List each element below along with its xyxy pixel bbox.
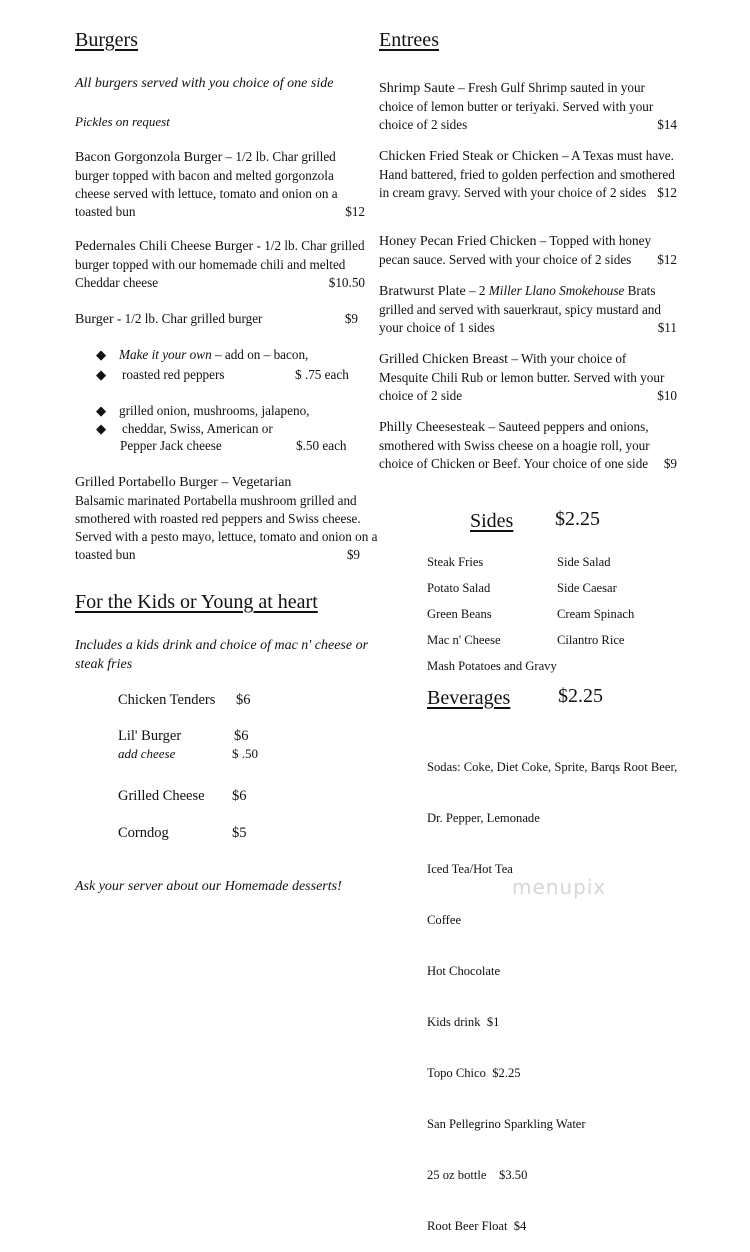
item-desc: – Fresh Gulf Shrimp sauted in your choice of lemon butter or teriyaki. Served with your choice of 2 sides (379, 80, 654, 132)
beverages-price: $2.25 (558, 685, 603, 707)
item-price: $10.50 (328, 275, 365, 290)
addon-line-2: roasted red peppers (122, 367, 225, 382)
watermark-logo: menupix (512, 875, 607, 899)
beverage-line: Coffee (427, 913, 462, 927)
item-name: Grilled Portabello Burger – Vegetarian (75, 475, 292, 490)
item-name: Bratwurst Plate (379, 284, 466, 299)
pickles-note: Pickles on request (75, 114, 170, 129)
kids-item-price: $6 (234, 728, 249, 744)
item-price: $9 (346, 547, 360, 562)
side-item: Mac n' Cheese (427, 633, 501, 647)
side-item: Steak Fries (427, 555, 484, 569)
beverage-line: Topo Chico $2.25 (427, 1066, 521, 1080)
item-name: Pedernales Chili Cheese Burger (75, 239, 254, 254)
item-name: Shrimp Saute (379, 81, 455, 96)
beverage-line: Kids drink $1 (427, 1015, 500, 1029)
kids-item-price: $6 (232, 788, 247, 804)
kids-item-name: add cheese (118, 746, 176, 761)
item-price: $14 (657, 117, 677, 132)
kids-item-price: $5 (232, 825, 247, 841)
item-name: Burger (75, 312, 114, 327)
sides-price: $2.25 (555, 508, 600, 530)
bullet-icon: ◆ (96, 347, 107, 362)
kids-item-price: $ .50 (232, 746, 258, 761)
beverage-line: Hot Chocolate (427, 964, 501, 978)
item-name: Chicken Fried Steak or Chicken (379, 149, 559, 164)
bullet-icon: ◆ (96, 403, 107, 418)
beverage-line: Iced Tea/Hot Tea (427, 862, 513, 876)
item-price: $11 (657, 320, 677, 335)
item-desc: – Topped with honey pecan sauce. Served with your choice of 2 sides (379, 233, 652, 267)
item-price: $9 (344, 311, 358, 326)
kids-item-name: Lil' Burger (118, 728, 182, 744)
item-desc-brand: Miller Llano Smokehouse (488, 283, 625, 298)
item-name: Honey Pecan Fried Chicken (379, 234, 537, 249)
beverage-line: Dr. Pepper, Lemonade (427, 811, 540, 825)
sides-heading: Sides (470, 510, 514, 532)
beverage-line: 25 oz bottle $3.50 (427, 1168, 528, 1182)
addon-line-1 (119, 346, 308, 364)
menu-item-honey-pecan (379, 232, 677, 269)
bullet-icon: ◆ (96, 421, 107, 436)
desserts-note: Ask your server about our Homemade desserts! (75, 879, 342, 894)
item-desc: – A Texas must have. Hand battered, fried to golden perfection and smothered in cream gravy. Served with your choice of 2 sides (379, 148, 675, 200)
item-desc: Balsamic marinated Portabella mushroom grilled and smothered with roasted red peppers and Swiss cheese. Served with a pesto mayo, lettuce, tomato and onion on a toasted bun (75, 493, 378, 562)
item-desc: – With your choice of Mesquite Chili Rub or lemon butter. Served with your choice of 2 side (379, 351, 665, 403)
item-name: Grilled Chicken Breast (379, 352, 509, 367)
kids-item-price: $6 (236, 692, 251, 708)
kids-item-name: Chicken Tenders (118, 692, 216, 708)
beverage-line: San Pellegrino Sparkling Water (427, 1117, 586, 1131)
menu-item-bacon-gorgonzola (75, 148, 365, 221)
item-desc: – 1/2 lb. Char grilled burger topped with bacon and melted gorgonzola cheese served with lettuce, tomato and onion on a toasted bun (75, 149, 338, 219)
beverage-line: Sodas: Coke, Diet Coke, Sprite, Barqs Root Beer, (427, 760, 678, 774)
kids-heading: For the Kids or Young at heart (75, 591, 318, 613)
side-item: Mash Potatoes and Gravy (427, 659, 557, 673)
side-item: Green Beans (427, 607, 492, 621)
addon-price-2: $.50 each (296, 438, 347, 453)
beverages-list (427, 725, 677, 1252)
menu-item-portabello (75, 474, 378, 564)
burgers-intro: All burgers served with you choice of one side (75, 76, 334, 91)
kids-item-name: Corndog (118, 825, 169, 841)
menu-item-bratwurst (379, 282, 677, 337)
menu-item-grilled-chicken (379, 350, 677, 405)
menu-item-shrimp-saute (379, 79, 677, 134)
side-item: Side Salad (557, 555, 611, 569)
item-price: $9 (663, 456, 677, 471)
addon-intro: Make it your own (119, 347, 212, 362)
addon-line-5: Pepper Jack cheese (120, 438, 222, 453)
side-item: Side Caesar (557, 581, 617, 595)
item-price: $12 (657, 252, 677, 267)
menu-item-pedernales (75, 237, 365, 292)
item-desc: - 1/2 lb. Char grilled burger (113, 311, 263, 326)
menu-item-philly (379, 418, 677, 473)
beverage-line: Root Beer Float $4 (427, 1219, 527, 1233)
kids-item-name: Grilled Cheese (118, 788, 205, 804)
item-desc: – Sauteed peppers and onions, smothered with Swiss cheese on a hoagie roll, your choice of Chicken or Beef. Your choice of one side (379, 419, 650, 471)
addon-price-1: $ .75 each (295, 367, 349, 382)
item-desc-pre: – 2 (465, 283, 489, 298)
menu-item-burger (75, 310, 358, 329)
burgers-heading: Burgers (75, 29, 138, 51)
beverages-heading: Beverages (427, 687, 511, 709)
item-desc: - 1/2 lb. Char grilled burger topped with our homemade chili and melted Cheddar cheese (75, 238, 365, 290)
kids-intro: Includes a kids drink and choice of mac n' cheese or steak fries (75, 638, 369, 672)
addon-intro-rest: – add on – bacon, (211, 347, 309, 362)
side-item: Potato Salad (427, 581, 491, 595)
item-price: $12 (345, 204, 365, 219)
side-item: Cilantro Rice (557, 633, 625, 647)
bullet-icon: ◆ (96, 367, 107, 382)
side-item: Cream Spinach (557, 607, 635, 621)
addon-line-4: cheddar, Swiss, American or (122, 421, 273, 436)
item-price: $10 (657, 388, 677, 403)
item-desc: Brats grilled and served with sauerkraut, spicy mustard and your choice of 1 sides (379, 283, 661, 335)
entrees-heading: Entrees (379, 29, 439, 51)
item-price: $12 (657, 185, 677, 200)
item-name: Philly Cheesesteak (379, 420, 486, 435)
menu-item-chicken-fried-steak (379, 147, 677, 202)
item-name: Bacon Gorgonzola Burger (75, 150, 223, 165)
addon-line-3: grilled onion, mushrooms, jalapeno, (119, 403, 310, 418)
